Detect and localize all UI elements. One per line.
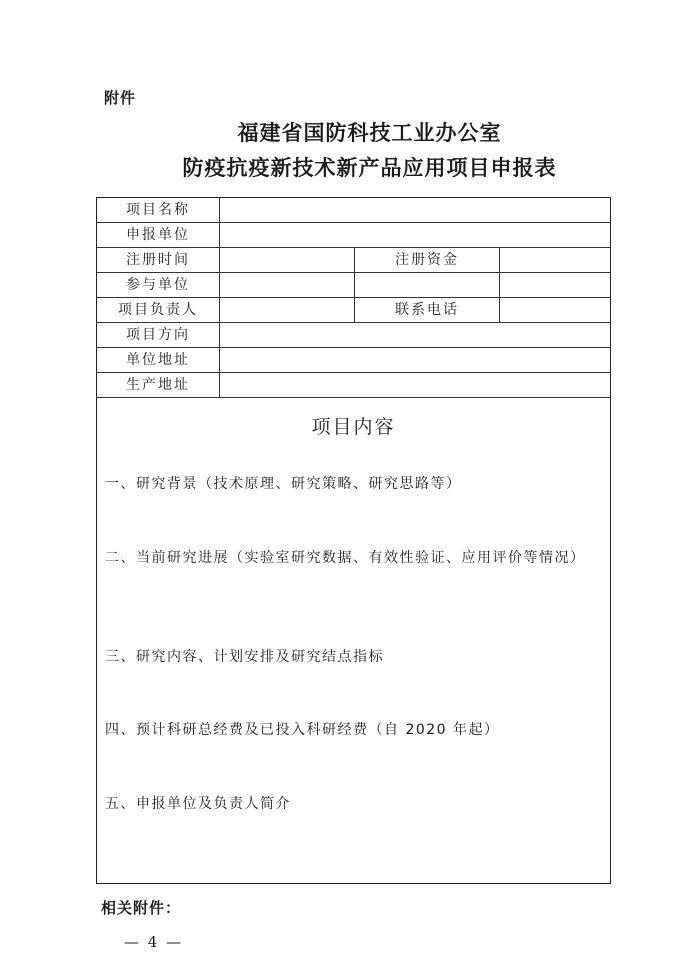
row-project-leader <box>97 298 610 323</box>
applicant-unit-label: 申报单位 <box>97 223 220 247</box>
project-leader-field[interactable] <box>220 298 355 322</box>
production-address-field[interactable] <box>220 373 610 397</box>
attachment-label: 附件 <box>104 89 137 107</box>
content-item-progress: 二、当前研究进展（实验室研究数据、有效性验证、应用评价等情况） <box>105 550 586 566</box>
project-name-field[interactable] <box>220 198 610 222</box>
row-production-address <box>97 373 610 398</box>
row-participating-unit <box>97 273 610 298</box>
contact-phone-label: 联系电话 <box>355 298 500 322</box>
project-content-title: 项目内容 <box>311 416 396 438</box>
project-name-label: 项目名称 <box>97 198 220 222</box>
project-direction-field[interactable] <box>220 323 610 347</box>
participating-unit-extra[interactable] <box>355 273 500 297</box>
page-number: — 4 — <box>124 933 184 951</box>
unit-address-field[interactable] <box>220 348 610 372</box>
content-item-funding: 四、预计科研总经费及已投入科研经费（自 2020 年起） <box>105 722 500 738</box>
row-registration <box>97 248 610 273</box>
project-leader-label: 项目负责人 <box>97 298 220 322</box>
row-project-name <box>97 198 610 223</box>
row-applicant-unit <box>97 223 610 248</box>
registration-time-field[interactable] <box>220 248 355 272</box>
related-attachments-label: 相关附件： <box>101 899 182 917</box>
application-form-table <box>96 197 611 884</box>
applicant-unit-field[interactable] <box>220 223 610 247</box>
registered-capital-field[interactable] <box>500 248 610 272</box>
content-item-plan: 三、研究内容、计划安排及研究结点指标 <box>105 649 384 665</box>
registration-time-label: 注册时间 <box>97 248 220 272</box>
row-unit-address <box>97 348 610 373</box>
production-address-label: 生产地址 <box>97 373 220 397</box>
row-project-direction <box>97 323 610 348</box>
content-item-background: 一、研究背景（技术原理、研究策略、研究思路等） <box>105 476 462 492</box>
participating-unit-extra-value[interactable] <box>500 273 610 297</box>
registered-capital-label: 注册资金 <box>355 248 500 272</box>
document-title-line1: 福建省国防科技工业办公室 <box>237 120 502 145</box>
document-title-line2: 防疫抗疫新技术新产品应用项目申报表 <box>182 155 557 180</box>
unit-address-label: 单位地址 <box>97 348 220 372</box>
contact-phone-field[interactable] <box>500 298 610 322</box>
content-item-profile: 五、申报单位及负责人简介 <box>105 796 291 812</box>
project-direction-label: 项目方向 <box>97 323 220 347</box>
participating-unit-field[interactable] <box>220 273 355 297</box>
participating-unit-label: 参与单位 <box>97 273 220 297</box>
